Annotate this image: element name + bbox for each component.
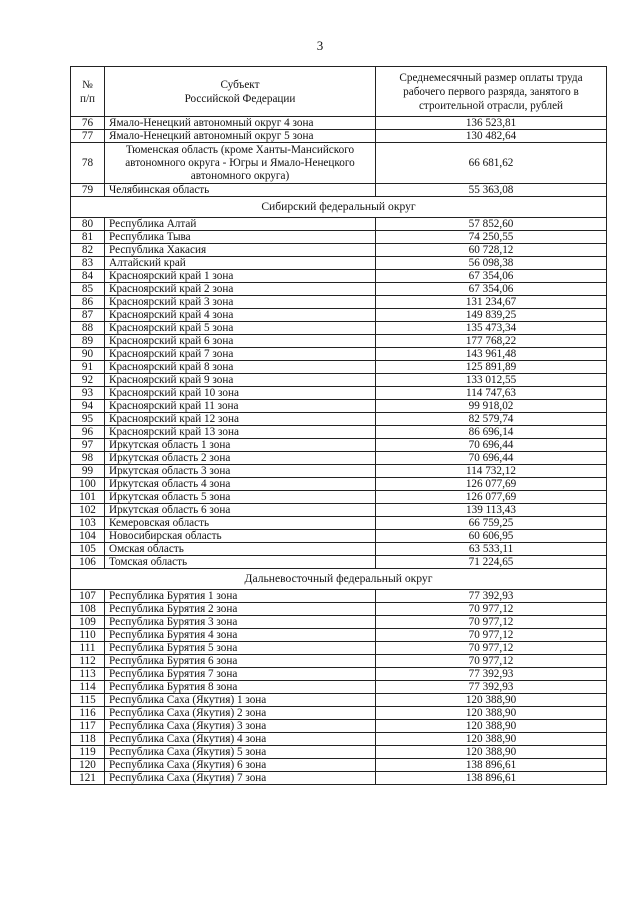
table-row: [71, 465, 607, 478]
section-title: Сибирский федеральный округ: [71, 197, 607, 218]
table-row: [71, 413, 607, 426]
row-number: 105: [71, 543, 105, 556]
table-row: [71, 309, 607, 322]
section-row: [71, 569, 607, 590]
table-row: [71, 117, 607, 130]
wage-value: 120 388,90: [376, 733, 607, 746]
wage-value: 143 961,48: [376, 348, 607, 361]
wage-value: 77 392,93: [376, 590, 607, 603]
row-number: 116: [71, 707, 105, 720]
row-number: 96: [71, 426, 105, 439]
row-number: 114: [71, 681, 105, 694]
wage-value: 126 077,69: [376, 491, 607, 504]
table-row: [71, 244, 607, 257]
region-name: Красноярский край 3 зона: [105, 296, 376, 309]
table-row: [71, 616, 607, 629]
row-number: 110: [71, 629, 105, 642]
table-row: [71, 720, 607, 733]
wage-value: 131 234,67: [376, 296, 607, 309]
wage-value: 126 077,69: [376, 478, 607, 491]
row-number: 76: [71, 117, 105, 130]
wage-value: 70 696,44: [376, 439, 607, 452]
region-name: Республика Саха (Якутия) 2 зона: [105, 707, 376, 720]
wage-value: 67 354,06: [376, 270, 607, 283]
region-name: Республика Бурятия 6 зона: [105, 655, 376, 668]
table-row: [71, 231, 607, 244]
row-number: 82: [71, 244, 105, 257]
header-subject: Субъект Российской Федерации: [105, 67, 376, 117]
table-row: [71, 361, 607, 374]
table-row: [71, 387, 607, 400]
table-row: [71, 733, 607, 746]
region-name: Омская область: [105, 543, 376, 556]
row-number: 106: [71, 556, 105, 569]
region-name: Красноярский край 8 зона: [105, 361, 376, 374]
wage-value: 60 728,12: [376, 244, 607, 257]
row-number: 120: [71, 759, 105, 772]
table-row: [71, 439, 607, 452]
region-name: Красноярский край 1 зона: [105, 270, 376, 283]
row-number: 89: [71, 335, 105, 348]
region-name: Республика Бурятия 5 зона: [105, 642, 376, 655]
row-number: 97: [71, 439, 105, 452]
table-row: [71, 218, 607, 231]
table-row: [71, 400, 607, 413]
table-row: [71, 556, 607, 569]
row-number: 94: [71, 400, 105, 413]
region-name: Красноярский край 4 зона: [105, 309, 376, 322]
region-name: Красноярский край 7 зона: [105, 348, 376, 361]
row-number: 121: [71, 772, 105, 785]
region-name: Республика Саха (Якутия) 4 зона: [105, 733, 376, 746]
table-row: [71, 257, 607, 270]
table-row: [71, 707, 607, 720]
row-number: 111: [71, 642, 105, 655]
wage-value: 70 977,12: [376, 616, 607, 629]
row-number: 108: [71, 603, 105, 616]
region-name: Красноярский край 6 зона: [105, 335, 376, 348]
region-name: Ямало-Ненецкий автономный округ 5 зона: [105, 130, 376, 143]
table-row: [71, 491, 607, 504]
region-name: Республика Саха (Якутия) 7 зона: [105, 772, 376, 785]
row-number: 78: [71, 143, 105, 184]
row-number: 95: [71, 413, 105, 426]
wage-value: 149 839,25: [376, 309, 607, 322]
row-number: 119: [71, 746, 105, 759]
row-number: 99: [71, 465, 105, 478]
wage-value: 138 896,61: [376, 772, 607, 785]
wage-value: 74 250,55: [376, 231, 607, 244]
row-number: 103: [71, 517, 105, 530]
region-name: Иркутская область 6 зона: [105, 504, 376, 517]
region-name: Республика Алтай: [105, 218, 376, 231]
row-number: 100: [71, 478, 105, 491]
region-name: Республика Саха (Якутия) 1 зона: [105, 694, 376, 707]
table-row: [71, 759, 607, 772]
region-name: Новосибирская область: [105, 530, 376, 543]
table-row: [71, 143, 607, 184]
row-number: 87: [71, 309, 105, 322]
wage-value: 70 696,44: [376, 452, 607, 465]
table-row: [71, 517, 607, 530]
row-number: 115: [71, 694, 105, 707]
wage-value: 133 012,55: [376, 374, 607, 387]
row-number: 117: [71, 720, 105, 733]
table-row: [71, 270, 607, 283]
row-number: 91: [71, 361, 105, 374]
region-name: Красноярский край 13 зона: [105, 426, 376, 439]
table-row: [71, 426, 607, 439]
row-number: 101: [71, 491, 105, 504]
table-row: [71, 478, 607, 491]
table-row: [71, 283, 607, 296]
table-row: [71, 184, 607, 197]
wage-value: 70 977,12: [376, 655, 607, 668]
region-name: Республика Бурятия 4 зона: [105, 629, 376, 642]
table-row: [71, 504, 607, 517]
row-number: 83: [71, 257, 105, 270]
wage-value: 86 696,14: [376, 426, 607, 439]
region-name: Красноярский край 9 зона: [105, 374, 376, 387]
row-number: 85: [71, 283, 105, 296]
header-wage: Среднемесячный размер оплаты труда рабочего первого разряда, занятого в строительной отрасли, рублей: [376, 67, 607, 117]
row-number: 81: [71, 231, 105, 244]
wage-value: 66 759,25: [376, 517, 607, 530]
wage-value: 57 852,60: [376, 218, 607, 231]
region-name: Иркутская область 5 зона: [105, 491, 376, 504]
table-row: [71, 130, 607, 143]
region-name: Иркутская область 2 зона: [105, 452, 376, 465]
row-number: 104: [71, 530, 105, 543]
region-name: Красноярский край 2 зона: [105, 283, 376, 296]
row-number: 80: [71, 218, 105, 231]
region-name: Алтайский край: [105, 257, 376, 270]
region-name: Республика Тыва: [105, 231, 376, 244]
wage-value: 136 523,81: [376, 117, 607, 130]
wage-value: 70 977,12: [376, 603, 607, 616]
row-number: 84: [71, 270, 105, 283]
wage-value: 82 579,74: [376, 413, 607, 426]
region-name: Челябинская область: [105, 184, 376, 197]
row-number: 118: [71, 733, 105, 746]
wage-value: 120 388,90: [376, 694, 607, 707]
table-row: [71, 772, 607, 785]
row-number: 107: [71, 590, 105, 603]
table-row: [71, 681, 607, 694]
table-row: [71, 452, 607, 465]
wage-value: 77 392,93: [376, 668, 607, 681]
wage-value: 120 388,90: [376, 746, 607, 759]
row-number: 79: [71, 184, 105, 197]
wage-value: 125 891,89: [376, 361, 607, 374]
table-row: [71, 668, 607, 681]
table-row: [71, 746, 607, 759]
table-row: [71, 629, 607, 642]
row-number: 93: [71, 387, 105, 400]
region-name: Республика Бурятия 8 зона: [105, 681, 376, 694]
page-number: 3: [316, 38, 324, 53]
region-name: Красноярский край 5 зона: [105, 322, 376, 335]
wage-value: 138 896,61: [376, 759, 607, 772]
wage-value: 120 388,90: [376, 720, 607, 733]
region-name: Республика Хакасия: [105, 244, 376, 257]
row-number: 109: [71, 616, 105, 629]
region-name: Иркутская область 3 зона: [105, 465, 376, 478]
wage-value: 135 473,34: [376, 322, 607, 335]
row-number: 88: [71, 322, 105, 335]
wage-value: 55 363,08: [376, 184, 607, 197]
wage-value: 60 606,95: [376, 530, 607, 543]
wage-value: 77 392,93: [376, 681, 607, 694]
row-number: 102: [71, 504, 105, 517]
table-row: [71, 348, 607, 361]
table-row: [71, 642, 607, 655]
row-number: 113: [71, 668, 105, 681]
table-row: [71, 296, 607, 309]
table-row: [71, 530, 607, 543]
wage-value: 114 732,12: [376, 465, 607, 478]
region-name: Республика Бурятия 1 зона: [105, 590, 376, 603]
row-number: 98: [71, 452, 105, 465]
region-name: Республика Саха (Якутия) 5 зона: [105, 746, 376, 759]
table-row: [71, 694, 607, 707]
wage-value: 120 388,90: [376, 707, 607, 720]
wage-value: 67 354,06: [376, 283, 607, 296]
wage-value: 56 098,38: [376, 257, 607, 270]
region-name: Республика Бурятия 2 зона: [105, 603, 376, 616]
table-row: [71, 655, 607, 668]
region-name: Республика Саха (Якутия) 3 зона: [105, 720, 376, 733]
region-name: Республика Бурятия 3 зона: [105, 616, 376, 629]
region-name: Кемеровская область: [105, 517, 376, 530]
wage-value: 70 977,12: [376, 642, 607, 655]
table-row: [71, 335, 607, 348]
row-number: 86: [71, 296, 105, 309]
region-name: Республика Бурятия 7 зона: [105, 668, 376, 681]
wage-value: 63 533,11: [376, 543, 607, 556]
region-name: Иркутская область 4 зона: [105, 478, 376, 491]
wage-value: 71 224,65: [376, 556, 607, 569]
row-number: 112: [71, 655, 105, 668]
row-number: 77: [71, 130, 105, 143]
row-number: 90: [71, 348, 105, 361]
wage-value: 114 747,63: [376, 387, 607, 400]
table-row: [71, 590, 607, 603]
table-row: [71, 543, 607, 556]
wage-value: 130 482,64: [376, 130, 607, 143]
table-row: [71, 603, 607, 616]
wage-value: 70 977,12: [376, 629, 607, 642]
wage-value: 177 768,22: [376, 335, 607, 348]
region-name: Ямало-Ненецкий автономный округ 4 зона: [105, 117, 376, 130]
region-name: Томская область: [105, 556, 376, 569]
table-body: [71, 117, 607, 785]
table-header-row: [71, 67, 607, 117]
region-name: Красноярский край 11 зона: [105, 400, 376, 413]
wage-value: 66 681,62: [376, 143, 607, 184]
table-row: [71, 374, 607, 387]
wage-value: 99 918,02: [376, 400, 607, 413]
wage-table: [70, 66, 607, 785]
region-name: Красноярский край 12 зона: [105, 413, 376, 426]
row-number: 92: [71, 374, 105, 387]
region-name: Красноярский край 10 зона: [105, 387, 376, 400]
section-title: Дальневосточный федеральный округ: [71, 569, 607, 590]
wage-value: 139 113,43: [376, 504, 607, 517]
region-name: Иркутская область 1 зона: [105, 439, 376, 452]
table-row: [71, 322, 607, 335]
region-name: Тюменская область (кроме Ханты-Мансийского автономного округа - Югры и Ямало-Ненецкого автономного округа): [105, 143, 376, 184]
header-num: № п/п: [71, 67, 105, 117]
region-name: Республика Саха (Якутия) 6 зона: [105, 759, 376, 772]
section-row: [71, 197, 607, 218]
